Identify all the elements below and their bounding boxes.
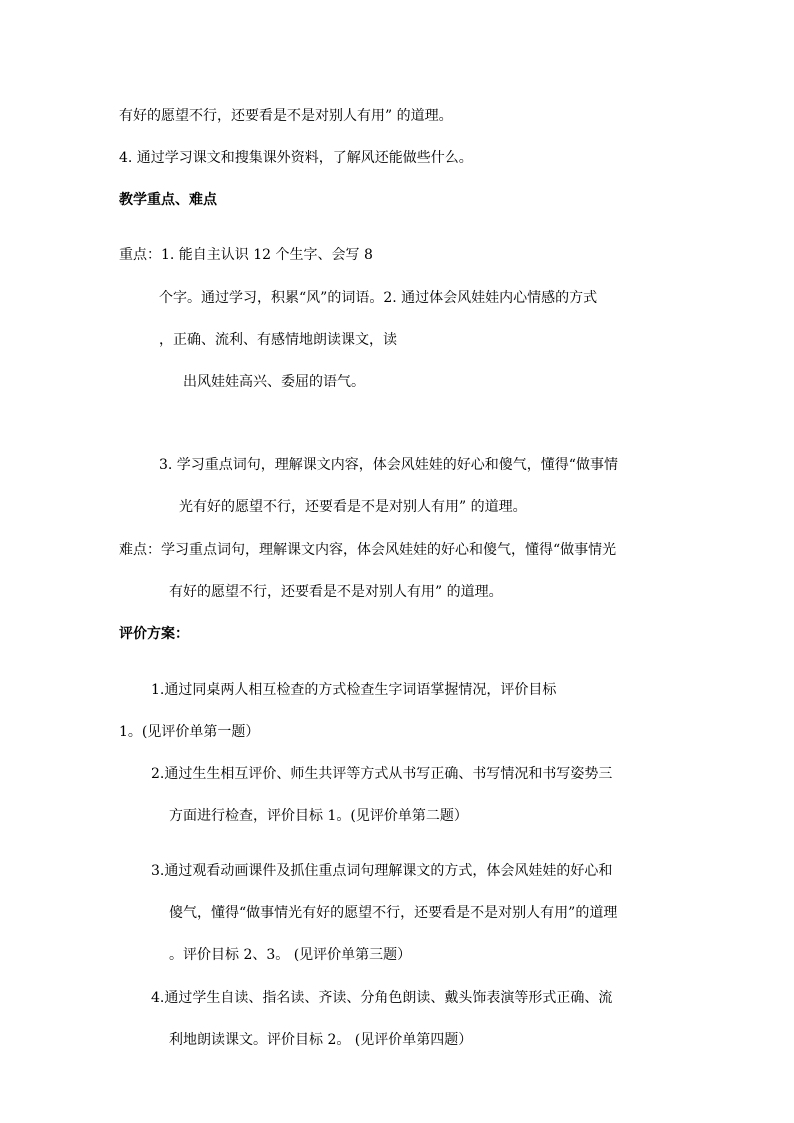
evaluation-item-3-line-3: 。评价目标 2、3。 (见评价单第三题）	[169, 947, 412, 963]
evaluation-item-4-line-2: 利地朗读课文。评价目标 2。 (见评价单第四题）	[169, 1032, 473, 1048]
key-points-heading: 教学重点、难点	[119, 192, 217, 208]
evaluation-item-4-line-1: 4.通过学生自读、指名读、齐读、分角色朗读、戴头饰表演等形式正确、流	[151, 990, 613, 1006]
evaluation-item-3-line-1: 3.通过观看动画课件及抓住重点词句理解课文的方式，体会风娃娃的好心和	[151, 863, 613, 879]
nandian-line-2: 有好的愿望不行，还要看是不是对别人有用” 的道理。	[169, 584, 503, 600]
zhongdian-line-3: ，正确、流利、有感情地朗读课文，读	[159, 332, 397, 348]
evaluation-item-1-line-2: 1。(见评价单第一题）	[119, 724, 260, 740]
objective-3-continuation: 有好的愿望不行，还要看是不是对别人有用” 的道理。	[119, 108, 453, 124]
evaluation-item-2-line-1: 2.通过生生相互评价、师生共评等方式从书写正确、书写情况和书写姿势三	[151, 766, 613, 782]
evaluation-heading: 评价方案：	[119, 626, 189, 642]
zhongdian-line-2: 个字。通过学习，积累“风”的词语。2. 通过体会风娃娃内心情感的方式	[159, 290, 598, 306]
evaluation-item-3-line-2: 傻气，懂得“做事情光有好的愿望不行，还要看是不是对别人有用”的道理	[169, 905, 618, 921]
evaluation-item-1-line-1: 1.通过同桌两人相互检查的方式检查生字词语掌握情况，评价目标	[151, 682, 557, 698]
zhongdian-item-3-line-1: 3. 学习重点词句，理解课文内容，体会风娃娃的好心和傻气，懂得“做事情	[159, 457, 618, 473]
zhongdian-line-1: 重点：1. 能自主认识 12 个生字、会写 8	[119, 247, 373, 263]
objective-4: 4. 通过学习课文和搜集课外资料，了解风还能做些什么。	[119, 150, 473, 166]
zhongdian-item-3-line-2: 光有好的愿望不行，还要看是不是对别人有用” 的道理。	[179, 499, 527, 515]
nandian-line-1: 难点：学习重点词句，理解课文内容，体会风娃娃的好心和傻气，懂得“做事情光	[119, 542, 617, 558]
zhongdian-line-4: 出风娃娃高兴、委屈的语气。	[183, 374, 365, 390]
evaluation-item-2-line-2: 方面进行检查，评价目标 1。(见评价单第二题）	[169, 808, 468, 824]
